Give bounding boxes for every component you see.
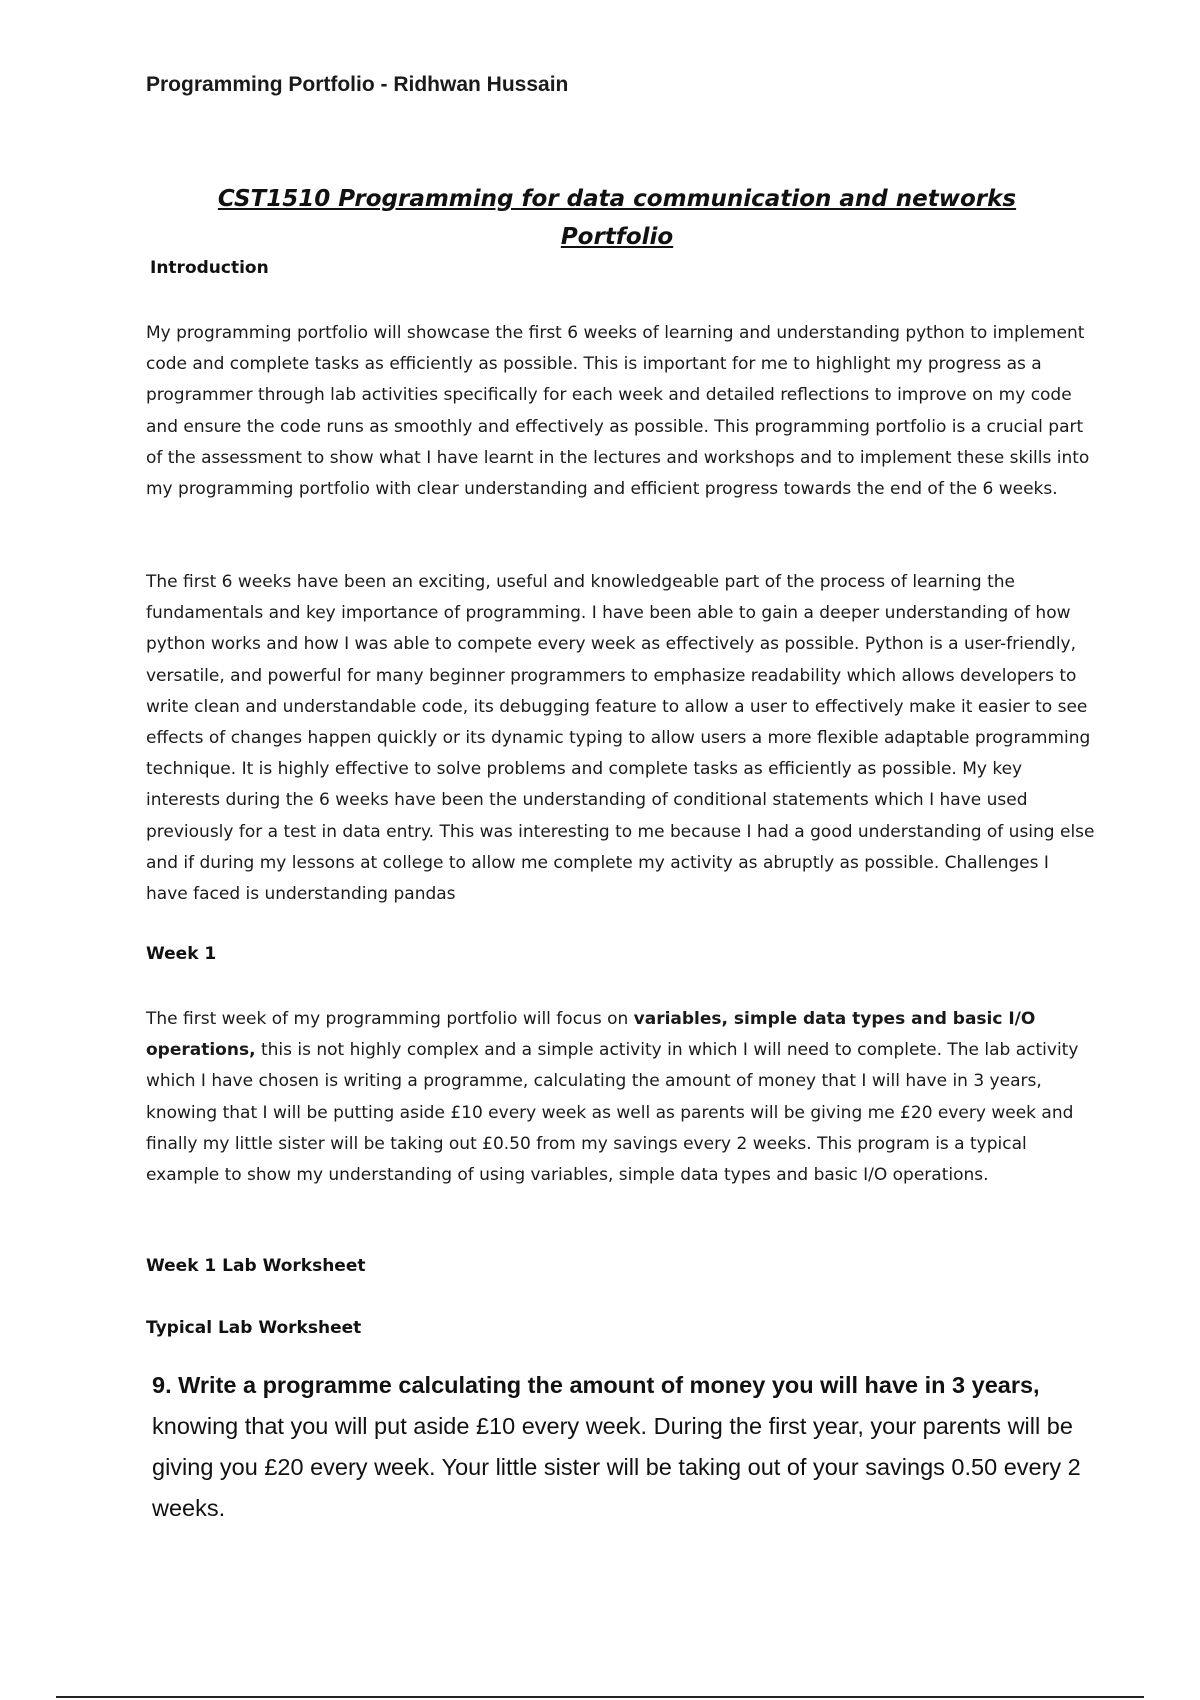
portfolio-header: Programming Portfolio - Ridhwan Hussain	[146, 73, 569, 96]
week1-paragraph-bold: variables, simple data types and basic I/O operations,	[146, 1009, 1036, 1061]
document-title	[0, 180, 1200, 256]
week1-lab-heading: Week 1 Lab Worksheet	[146, 1256, 366, 1276]
intro-paragraph-1: My programming portfolio will showcase the first 6 weeks of learning and understanding python to implement code and complete tasks as efficiently as possible. This is important for me to highlight my progress as a programmer through lab activities specifically for each week and detailed reflections to improve on my code and ensure the code runs as smoothly and effectively as possible. This programming portfolio is a crucial part of the assessment to show what I have learnt in the lectures and workshops and to implement these skills into my programming portfolio with clear understanding and efficient progress towards the end of the 6 weeks.	[146, 323, 1090, 500]
title-line-2: Portfolio	[560, 224, 674, 250]
week1-paragraph-start: The first week of my programming portfolio will focus on	[146, 1009, 634, 1029]
page-bottom-rule	[56, 1696, 1144, 1698]
lab-task-bold: 9. Write a programme calculating the amount of money you will have in 3 years,	[152, 1372, 1040, 1398]
week1-heading: Week 1	[146, 944, 217, 964]
week1-paragraph-end: this is not highly complex and a simple activity in which I will need to complete. The lab activity which I have chosen is writing a programme, calculating the amount of money that I will have in 3 years, knowing that I will be putting aside £10 every week as well as parents will be giving me £20 every week and finally my little sister will be taking out £0.50 from my savings every 2 weeks. This program is a typical example to show my understanding of using variables, simple data types and basic I/O operations.	[146, 1040, 1079, 1186]
lab-task-9	[152, 1365, 1132, 1529]
introduction-heading: Introduction	[150, 258, 269, 278]
title-line-1: CST1510 Programming for data communication and networks	[217, 186, 1017, 212]
week1-paragraph	[146, 1004, 1096, 1191]
typical-lab-heading: Typical Lab Worksheet	[146, 1318, 362, 1338]
lab-task-rest: knowing that you will put aside £10 every week. During the first year, your parents will be giving you £20 every week. Your little sister will be taking out of your savings 0.50 every 2 weeks.	[152, 1413, 1081, 1521]
intro-paragraph-2: The first 6 weeks have been an exciting, useful and knowledgeable part of the process of learning the fundamentals and key importance of programming. I have been able to gain a deeper understanding of how python works and how I was able to compete every week as effectively as possible. Python is a user-friendly, versatile, and powerful for many beginner programmers to emphasize readability which allows developers to write clean and understandable code, its debugging feature to allow a user to effectively make it easier to see effects of changes happen quickly or its dynamic typing to allow users a more flexible adaptable programming technique. It is highly effective to solve problems and complete tasks as efficiently as possible. My key interests during the 6 weeks have been the understanding of conditional statements which I have used previously for a test in data entry. This was interesting to me because I had a good understanding of using else and if during my lessons at college to allow me complete my activity as abruptly as possible. Challenges I have faced is understanding pandas	[146, 572, 1095, 905]
